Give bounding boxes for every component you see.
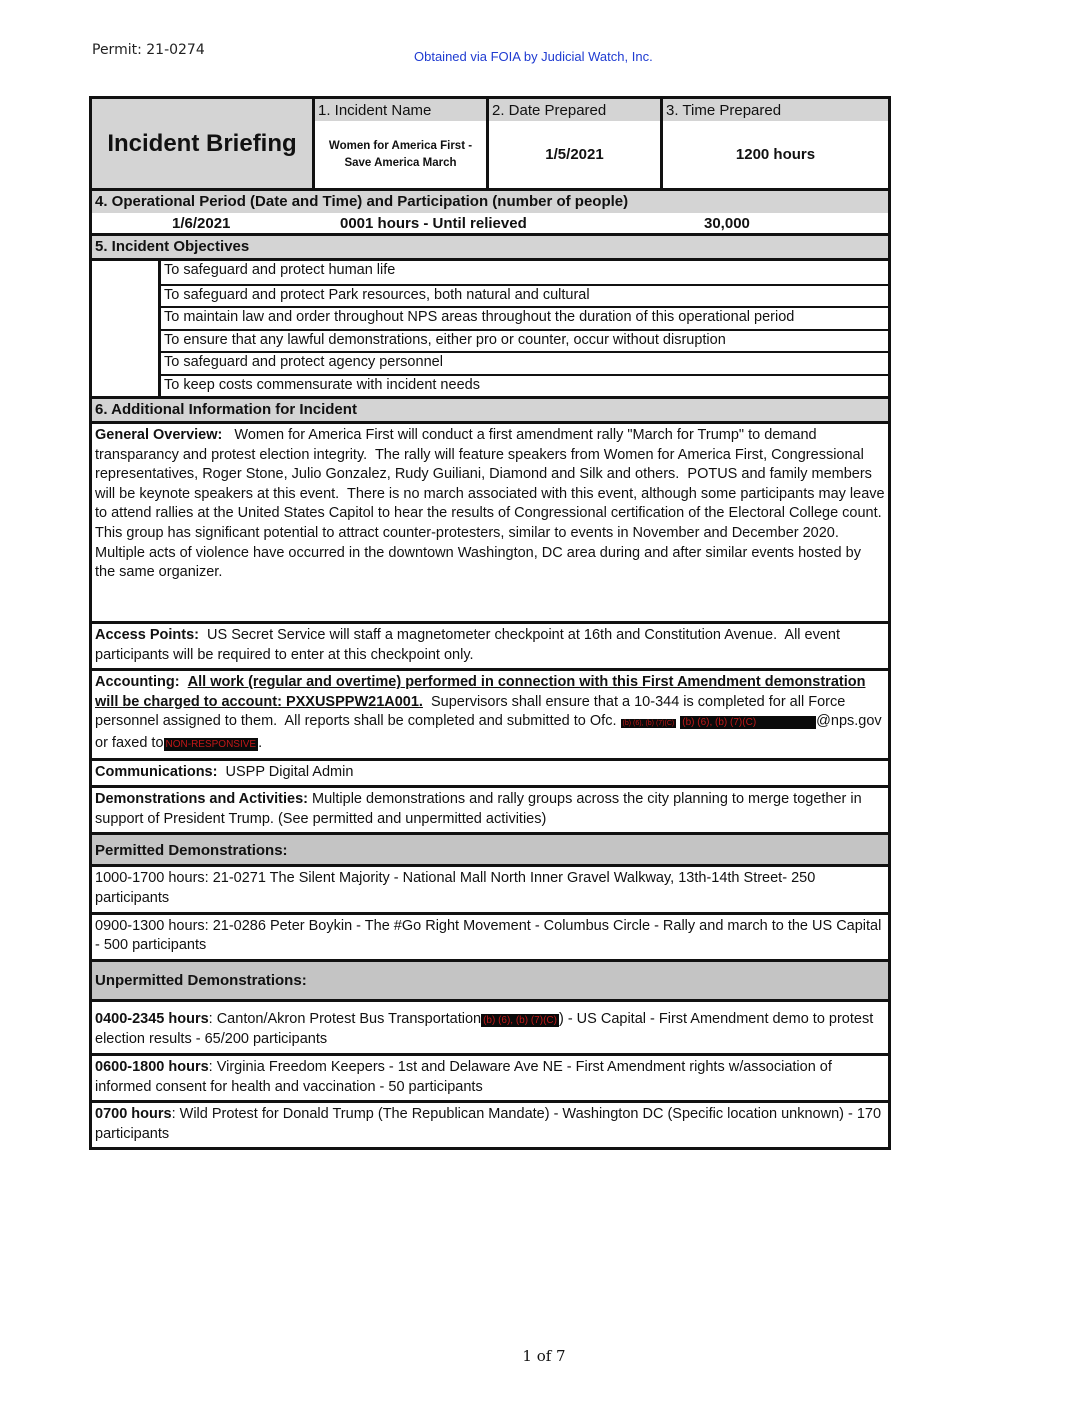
- general-overview: [92, 421, 888, 621]
- unpermitted-text: : Virginia Freedom Keepers - 1st and Delaware Ave NE - First Amendment rights w/association of informed consent for health and vaccination - 50 participants: [95, 1058, 832, 1095]
- objective-item: To safeguard and protect Park resources, both natural and cultural: [161, 284, 888, 307]
- permitted-item: 1000-1700 hours: 21-0271 The Silent Majority - National Mall North Inner Gravel Walkway, 13th-14th Street- 250 participants: [92, 864, 888, 911]
- unpermitted-hours: 0400-2345 hours: [95, 1010, 209, 1027]
- demonstrations-text: Multiple demonstrations and rally groups across the city planning to merge together in support of President Trump. (See permitted and unpermitted activities): [95, 791, 862, 827]
- additional-info-section: [92, 396, 888, 421]
- accounting-text-3: .: [258, 734, 263, 751]
- permitted-item: 0900-1300 hours: 21-0286 Peter Boykin - The #Go Right Movement - Columbus Circle - Rally and march to the US Capital - 500 participants: [92, 912, 888, 959]
- unpermitted-text: : Canton/Akron Protest Bus Transportation: [208, 1010, 482, 1027]
- objective-item: To keep costs commensurate with incident needs: [161, 374, 888, 397]
- objective-item: To maintain law and order throughout NPS areas throughout the duration of this operational period: [161, 306, 888, 329]
- objective-item: To ensure that any lawful demonstrations, either pro or counter, occur without disruption: [161, 329, 888, 352]
- objectives-indent: [92, 261, 161, 396]
- operational-period-label: 4. Operational Period (Date and Time) and Participation (number of people): [92, 191, 888, 213]
- permitted-demonstrations-label: Permitted Demonstrations:: [92, 832, 888, 864]
- page-number: 1 of 7: [522, 1347, 566, 1365]
- time-prepared-cell: [663, 99, 888, 188]
- form-title: Incident Briefing: [92, 99, 315, 188]
- communications-text: USPP Digital Admin: [217, 763, 354, 780]
- accounting-account-statement: All work (regular and overtime) performed in connection with this First Amendment demonstration will be charged to account: PXXUSPPW21A001.: [95, 674, 866, 710]
- demonstrations-activities: [92, 785, 888, 832]
- accounting-text-1: Supervisors shall ensure that a 10-344 is completed for all Force personnel assigned to them. All reports shall be completed and submitted to Ofc.: [95, 693, 850, 730]
- additional-info-label: 6. Additional Information for Incident: [92, 399, 888, 421]
- permit-number: Permit: 21-0274: [92, 42, 205, 58]
- operational-period-section: [92, 188, 888, 233]
- time-prepared-label: 3. Time Prepared: [663, 99, 888, 121]
- redaction-box: (b) (6), (b) (7)(C): [680, 716, 816, 729]
- objectives-table: [92, 258, 888, 396]
- date-prepared-cell: [489, 99, 663, 188]
- communications-label: Communications:: [95, 763, 218, 780]
- unpermitted-text: : Wild Protest for Donald Trump (The Republican Mandate) - Washington DC (Specific location unknown) - 170 participants: [95, 1106, 882, 1142]
- date-prepared-value: 1/5/2021: [489, 121, 660, 188]
- incident-name-cell: [315, 99, 489, 188]
- foia-watermark: Obtained via FOIA by Judicial Watch, Inc.: [414, 49, 653, 64]
- redaction-box: (b) (6), (b) (7)(C): [622, 720, 675, 728]
- accounting: [92, 668, 888, 757]
- accounting-text-2: @nps.gov or faxed to: [95, 713, 882, 751]
- redaction-box: (b) (6), (b) (7)(C): [483, 1014, 557, 1026]
- communications: [92, 758, 888, 786]
- participation-count: 30,000: [704, 214, 750, 232]
- unpermitted-item: [92, 1053, 888, 1100]
- unpermitted-hours: 0600-1800 hours: [95, 1058, 209, 1075]
- time-prepared-value: 1200 hours: [663, 121, 888, 188]
- incident-name-line1: Women for America First -: [328, 139, 473, 152]
- demonstrations-label: Demonstrations and Activities:: [95, 791, 308, 808]
- access-points-text: US Secret Service will staff a magnetometer checkpoint at 16th and Constitution Avenue. All event participants will be required to enter at this checkpoint only.: [95, 627, 845, 663]
- operational-period-values: [92, 213, 888, 233]
- objectives-section: [92, 233, 888, 396]
- objective-item: To safeguard and protect human life: [164, 262, 396, 278]
- access-points: [92, 621, 888, 668]
- operational-date: 1/6/2021: [172, 214, 231, 232]
- unpermitted-item: [92, 1100, 888, 1147]
- general-overview-label: General Overview:: [95, 427, 223, 443]
- accounting-label: Accounting:: [95, 674, 180, 691]
- unpermitted-demonstrations-label: Unpermitted Demonstrations:: [92, 959, 888, 999]
- general-overview-text: Women for America First will conduct a first amendment rally "March for Trump" to demand transparancy and protest election integrity. The rally will feature speakers from Women for America First, Congressional representatives, Roger Stone, Julio Gonzalez, Rudy Guiliani, Diamond and Silk and others. POTUS and family members will be keynote speakers at this event. There is no march associated with this event, although some participants may leave to attend rallies at the United States Capitol to hear the results of Congressional certification of the Electoral College count. This group has significant potential to attract counter-protesters, similar to events in November and December 2020. Multiple acts of violence have occurred in the downtown Washington, DC area during and after similar events hosted by the same organizer.: [95, 427, 890, 581]
- unpermitted-item: [92, 999, 888, 1053]
- unpermitted-text: ) - US Capital - First Amendment demo to protest election results - 65/200 participants: [95, 1010, 874, 1048]
- unpermitted-hours: 0700 hours: [95, 1106, 172, 1123]
- objective-item: To safeguard and protect agency personnel: [161, 351, 888, 374]
- incident-briefing-form: [89, 96, 891, 1150]
- objectives-list: [161, 261, 888, 396]
- incident-name-value: [315, 121, 486, 188]
- access-points-label: Access Points:: [95, 627, 199, 643]
- date-prepared-label: 2. Date Prepared: [489, 99, 660, 121]
- objectives-label: 5. Incident Objectives: [92, 236, 888, 258]
- incident-name-line2: Save America March: [344, 156, 457, 169]
- redaction-box: NON-RESPONSIVE: [165, 738, 257, 750]
- operational-time: 0001 hours - Until relieved: [340, 214, 527, 232]
- form-header: [92, 99, 888, 188]
- incident-name-label: 1. Incident Name: [315, 99, 486, 121]
